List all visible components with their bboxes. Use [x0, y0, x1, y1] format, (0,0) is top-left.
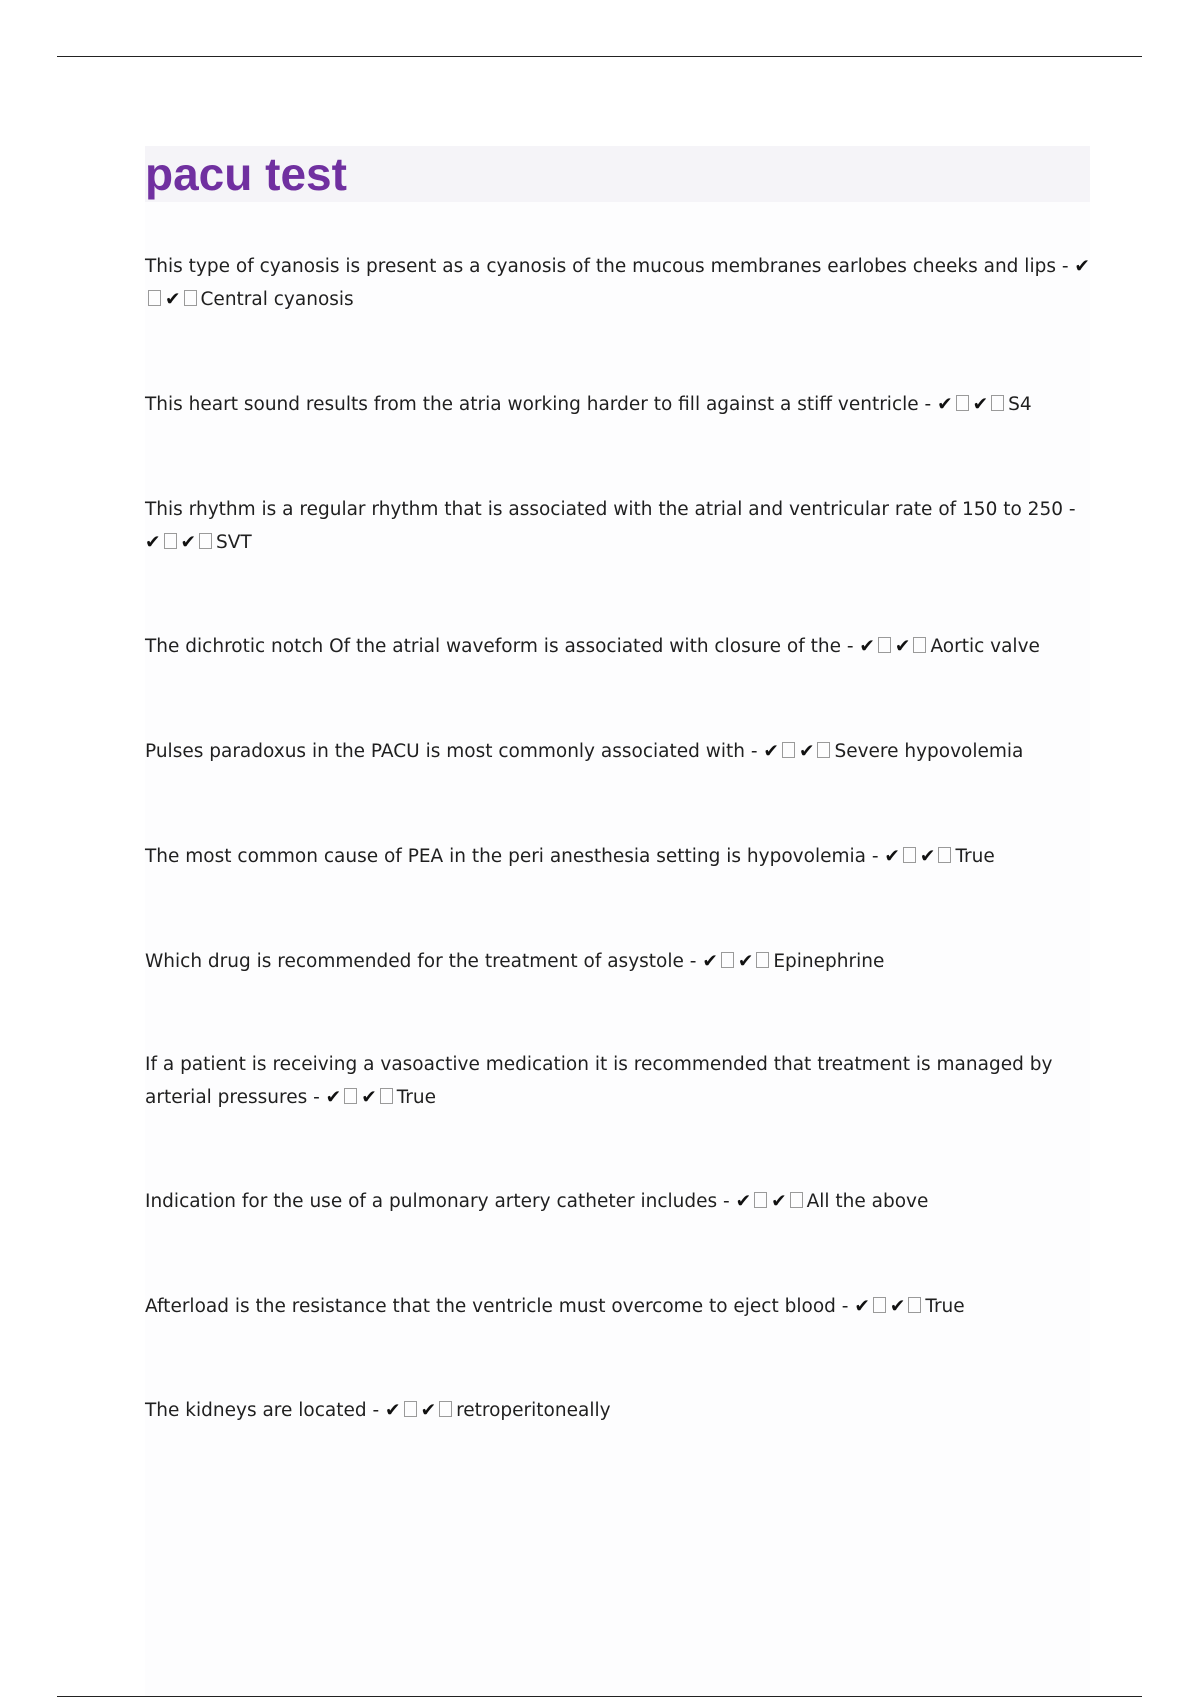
qa-item	[145, 1048, 1090, 1114]
box-icon	[878, 637, 891, 653]
box-icon	[756, 952, 769, 968]
box-icon	[439, 1401, 452, 1417]
check-icon: ✔	[894, 636, 911, 657]
check-icon: ✔	[165, 289, 181, 310]
box-icon	[956, 395, 969, 411]
box-icon	[908, 1297, 921, 1313]
question-text: The kidneys are located -	[145, 1400, 386, 1421]
answer-text: SVT	[216, 532, 252, 553]
check-icon: ✔	[889, 1296, 906, 1317]
check-icon: ✔	[771, 1191, 787, 1212]
question-text: The dichrotic notch Of the atrial waveform is associated with closure of the -	[145, 636, 860, 657]
qa-item	[145, 1185, 1090, 1218]
box-icon	[344, 1088, 357, 1104]
box-icon	[184, 290, 197, 306]
question-text: This type of cyanosis is present as a cyanosis of the mucous membranes earlobes cheeks and lips -	[145, 256, 1075, 277]
check-icon: ✔	[702, 951, 718, 972]
answer-text: True	[925, 1296, 965, 1317]
answer-text: Aortic valve	[930, 636, 1040, 657]
answer-text: retroperitoneally	[456, 1400, 611, 1421]
check-icon: ✔	[1074, 256, 1090, 277]
qa-item	[145, 840, 1090, 873]
document-title: pacu test	[145, 148, 347, 200]
question-text: This heart sound results from the atria working harder to fill against a stiff ventricle -	[145, 394, 938, 415]
check-icon: ✔	[798, 741, 815, 762]
box-icon	[721, 952, 734, 968]
answer-text: Epinephrine	[773, 951, 885, 972]
question-text: Which drug is recommended for the treatment of asystole -	[145, 951, 703, 972]
answer-text: True	[396, 1087, 436, 1108]
qa-item	[145, 1290, 1090, 1323]
box-icon	[938, 847, 951, 863]
qa-item	[145, 388, 1090, 421]
qa-item	[145, 493, 1090, 559]
question-text: Afterload is the resistance that the ventricle must overcome to eject blood -	[145, 1296, 855, 1317]
box-icon	[790, 1192, 803, 1208]
answer-text: All the above	[806, 1191, 929, 1212]
check-icon: ✔	[145, 532, 161, 553]
box-icon	[903, 847, 916, 863]
answer-text: S4	[1008, 394, 1032, 415]
box-icon	[817, 742, 830, 758]
qa-item	[145, 945, 1090, 978]
box-icon	[782, 742, 795, 758]
check-icon: ✔	[763, 741, 779, 762]
box-icon	[754, 1192, 767, 1208]
check-icon: ✔	[735, 1191, 752, 1212]
box-icon	[873, 1297, 886, 1313]
check-icon: ✔	[972, 394, 989, 415]
check-icon: ✔	[919, 846, 936, 867]
check-icon: ✔	[737, 951, 754, 972]
check-icon: ✔	[180, 532, 197, 553]
check-icon: ✔	[420, 1400, 437, 1421]
check-icon: ✔	[361, 1087, 377, 1108]
page-content	[145, 146, 1090, 1696]
question-text: If a patient is receiving a vasoactive medication it is recommended that treatment is managed by arterial pressures -	[145, 1054, 1053, 1108]
check-icon: ✔	[854, 1296, 870, 1317]
title-band	[145, 146, 1090, 202]
question-text: This rhythm is a regular rhythm that is associated with the atrial and ventricular rate of 150 to 250 -	[145, 499, 1076, 520]
question-text: Pulses paradoxus in the PACU is most commonly associated with -	[145, 741, 764, 762]
answer-text: Severe hypovolemia	[834, 741, 1024, 762]
answer-text: True	[955, 846, 995, 867]
box-icon	[404, 1401, 417, 1417]
bottom-rule	[57, 1696, 1142, 1697]
check-icon: ✔	[325, 1087, 342, 1108]
answer-text: Central cyanosis	[200, 289, 354, 310]
qa-item	[145, 735, 1090, 768]
qa-item	[145, 630, 1090, 663]
box-icon	[380, 1088, 393, 1104]
check-icon: ✔	[937, 394, 953, 415]
box-icon	[991, 395, 1004, 411]
qa-item	[145, 250, 1090, 316]
top-rule	[57, 56, 1142, 57]
box-icon	[913, 637, 926, 653]
check-icon: ✔	[385, 1400, 401, 1421]
check-icon: ✔	[859, 636, 875, 657]
box-icon	[148, 290, 161, 306]
question-text: Indication for the use of a pulmonary artery catheter includes -	[145, 1191, 736, 1212]
question-text: The most common cause of PEA in the peri anesthesia setting is hypovolemia -	[145, 846, 885, 867]
box-icon	[164, 533, 177, 549]
qa-item	[145, 1394, 1090, 1427]
check-icon: ✔	[884, 846, 900, 867]
box-icon	[199, 533, 212, 549]
